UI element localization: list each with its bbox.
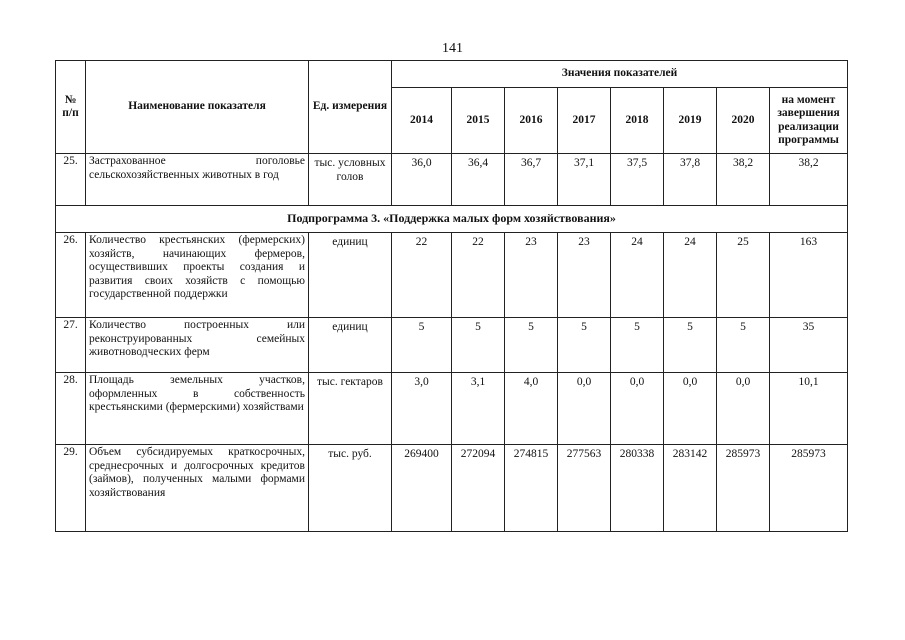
value-cell: 285973 bbox=[717, 445, 770, 532]
section-row bbox=[56, 206, 848, 233]
row-number: 27. bbox=[56, 318, 86, 373]
table-row bbox=[56, 233, 848, 318]
value-cell: 5 bbox=[664, 318, 717, 373]
value-cell: 0,0 bbox=[611, 373, 664, 445]
value-cell: 283142 bbox=[664, 445, 717, 532]
row-number: 25. bbox=[56, 154, 86, 206]
value-cell: 5 bbox=[452, 318, 505, 373]
value-cell: 280338 bbox=[611, 445, 664, 532]
row-number: 26. bbox=[56, 233, 86, 318]
value-cell: 274815 bbox=[505, 445, 558, 532]
value-cell: 22 bbox=[392, 233, 452, 318]
value-cell: 0,0 bbox=[664, 373, 717, 445]
value-cell: 38,2 bbox=[717, 154, 770, 206]
value-cell: 3,0 bbox=[392, 373, 452, 445]
value-cell: 269400 bbox=[392, 445, 452, 532]
table-row bbox=[56, 318, 848, 373]
value-cell: 23 bbox=[558, 233, 611, 318]
value-cell: 24 bbox=[664, 233, 717, 318]
unit-cell: единиц bbox=[309, 233, 392, 318]
value-cell: 22 bbox=[452, 233, 505, 318]
value-cell: 0,0 bbox=[717, 373, 770, 445]
value-cell: 36,4 bbox=[452, 154, 505, 206]
value-cell: 3,1 bbox=[452, 373, 505, 445]
row-number: 28. bbox=[56, 373, 86, 445]
value-cell: 37,8 bbox=[664, 154, 717, 206]
section-title: Подпрограмма 3. «Поддержка малых форм хозяйствования» bbox=[56, 206, 848, 233]
value-cell: 37,5 bbox=[611, 154, 664, 206]
unit-cell: тыс. условных голов bbox=[309, 154, 392, 206]
header-year: 2014 bbox=[392, 88, 452, 154]
value-cell: 24 bbox=[611, 233, 664, 318]
header-year: 2016 bbox=[505, 88, 558, 154]
header-year: 2019 bbox=[664, 88, 717, 154]
value-cell: 277563 bbox=[558, 445, 611, 532]
value-cell: 25 bbox=[717, 233, 770, 318]
value-cell: 36,7 bbox=[505, 154, 558, 206]
header-final: на момент завершения реализации программы bbox=[770, 88, 848, 154]
value-cell: 5 bbox=[558, 318, 611, 373]
unit-cell: тыс. гектаров bbox=[309, 373, 392, 445]
indicator-name: Объем субсидируемых краткосрочных, среднесрочных и долгосрочных кредитов (займов), полученных малыми формами хозяйствования bbox=[86, 445, 309, 532]
indicator-name: Количество крестьянских (фермерских) хозяйств, начинающих фермеров, осуществивших проекты создания и развития своих хозяйств с помощью государственной поддержки bbox=[86, 233, 309, 318]
value-cell: 5 bbox=[717, 318, 770, 373]
table-row bbox=[56, 373, 848, 445]
header-year: 2020 bbox=[717, 88, 770, 154]
header-unit: Ед. измерения bbox=[309, 61, 392, 154]
value-cell: 5 bbox=[611, 318, 664, 373]
header-name: Наименование показателя bbox=[86, 61, 309, 154]
row-number: 29. bbox=[56, 445, 86, 532]
page-number: 141 bbox=[442, 41, 463, 56]
value-cell: 4,0 bbox=[505, 373, 558, 445]
table-row bbox=[56, 154, 848, 206]
unit-cell: единиц bbox=[309, 318, 392, 373]
table-row bbox=[56, 445, 848, 532]
value-cell: 5 bbox=[392, 318, 452, 373]
header-year: 2017 bbox=[558, 88, 611, 154]
value-cell: 0,0 bbox=[558, 373, 611, 445]
header-values-group: Значения показателей bbox=[392, 61, 848, 88]
value-cell: 23 bbox=[505, 233, 558, 318]
final-value-cell: 35 bbox=[770, 318, 848, 373]
indicator-name: Площадь земельных участков, оформленных в собственность крестьянскими (фермерскими) хозяйствами bbox=[86, 373, 309, 445]
indicator-name: Застрахованное поголовье сельскохозяйственных животных в год bbox=[86, 154, 309, 206]
header-no: № п/п bbox=[56, 61, 86, 154]
value-cell: 5 bbox=[505, 318, 558, 373]
final-value-cell: 163 bbox=[770, 233, 848, 318]
final-value-cell: 38,2 bbox=[770, 154, 848, 206]
unit-cell: тыс. руб. bbox=[309, 445, 392, 532]
final-value-cell: 10,1 bbox=[770, 373, 848, 445]
header-year: 2018 bbox=[611, 88, 664, 154]
final-value-cell: 285973 bbox=[770, 445, 848, 532]
value-cell: 272094 bbox=[452, 445, 505, 532]
indicator-name: Количество построенных или реконструированных семейных животноводческих ферм bbox=[86, 318, 309, 373]
value-cell: 36,0 bbox=[392, 154, 452, 206]
header-year: 2015 bbox=[452, 88, 505, 154]
value-cell: 37,1 bbox=[558, 154, 611, 206]
indicators-table bbox=[55, 60, 848, 532]
